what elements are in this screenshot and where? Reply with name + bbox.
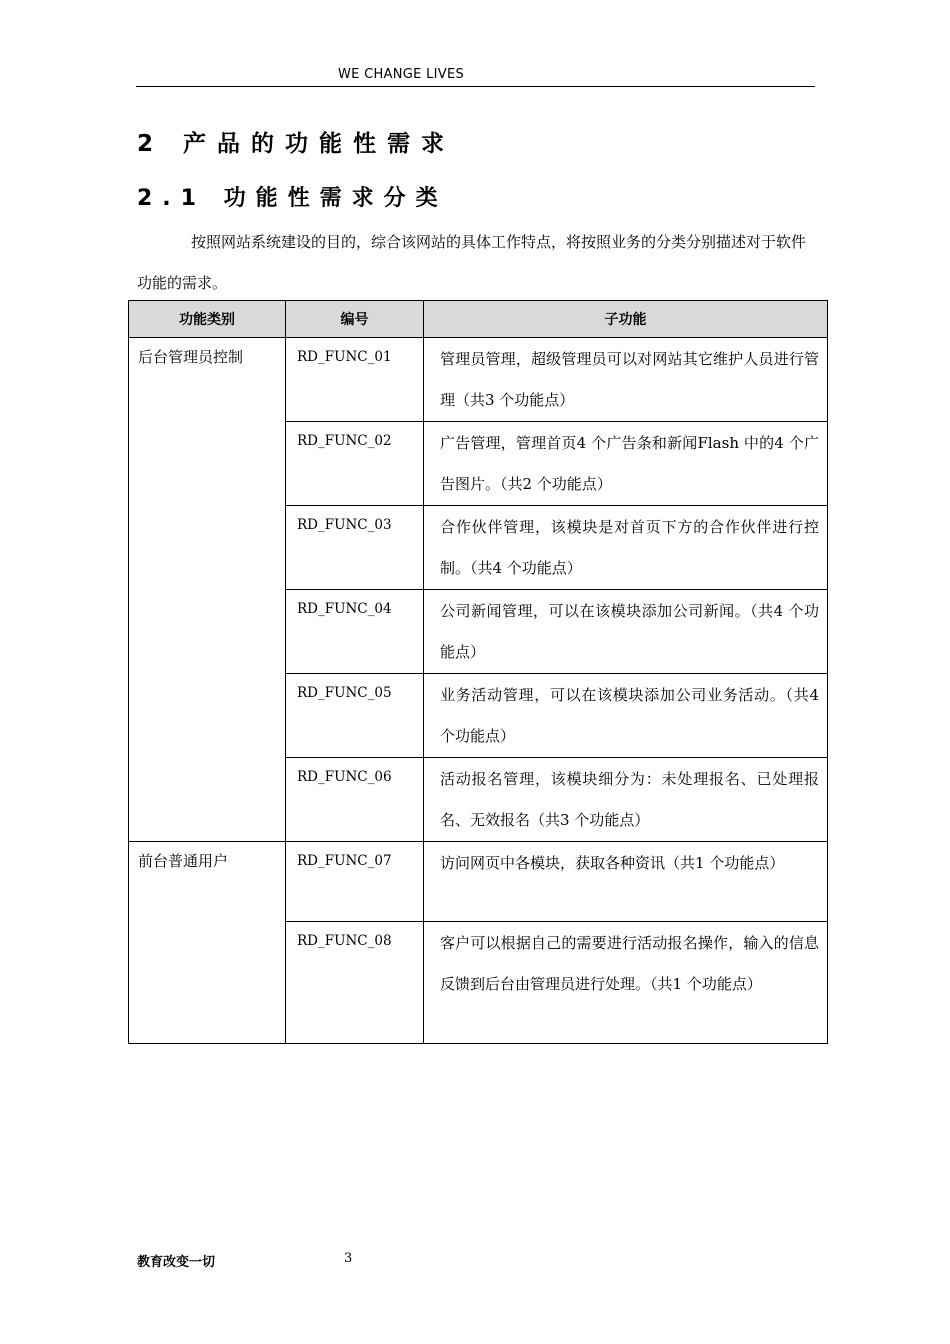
intro-paragraph: 按照网站系统建设的目的，综合该网站的具体工作特点，将按照业务的分类分别描述对于软件功能的需求。 bbox=[137, 233, 807, 292]
function-requirements-table bbox=[128, 300, 828, 1044]
table-row bbox=[129, 842, 828, 922]
header-divider bbox=[136, 86, 815, 87]
subfunction-cell: 广告管理，管理首页4 个广告条和新闻Flash 中的4 个广告图片。（共2 个功能点） bbox=[424, 422, 828, 506]
page-header-text: WE CHANGE LIVES bbox=[338, 67, 465, 82]
footer-slogan: 教育改变一切 bbox=[137, 1255, 216, 1270]
page-number: 3 bbox=[344, 1251, 353, 1266]
table-header-row bbox=[129, 301, 828, 338]
code-cell: RD_FUNC_06 bbox=[286, 758, 424, 842]
header-code: 编号 bbox=[286, 301, 424, 338]
category-cell: 后台管理员控制 bbox=[129, 338, 286, 842]
code-cell: RD_FUNC_07 bbox=[286, 842, 424, 922]
section-heading: 2 产品的功能性需求 bbox=[137, 131, 456, 157]
category-cell: 前台普通用户 bbox=[129, 842, 286, 1044]
subfunction-cell: 业务活动管理，可以在该模块添加公司业务活动。（共4 个功能点） bbox=[424, 674, 828, 758]
subfunction-cell: 管理员管理，超级管理员可以对网站其它维护人员进行管理（共3 个功能点） bbox=[424, 338, 828, 422]
table-row bbox=[129, 338, 828, 422]
subfunction-cell: 活动报名管理，该模块细分为：未处理报名、已处理报名、无效报名（共3 个功能点） bbox=[424, 758, 828, 842]
header-subfunction: 子功能 bbox=[424, 301, 828, 338]
header-category: 功能类别 bbox=[129, 301, 286, 338]
code-cell: RD_FUNC_02 bbox=[286, 422, 424, 506]
code-cell: RD_FUNC_04 bbox=[286, 590, 424, 674]
subfunction-cell: 访问网页中各模块，获取各种资讯（共1 个功能点） bbox=[424, 842, 828, 922]
code-cell: RD_FUNC_03 bbox=[286, 506, 424, 590]
subfunction-cell: 客户可以根据自己的需要进行活动报名操作，输入的信息反馈到后台由管理员进行处理。（共1 个功能点） bbox=[424, 922, 828, 1044]
subfunction-cell: 公司新闻管理，可以在该模块添加公司新闻。（共4 个功能点） bbox=[424, 590, 828, 674]
code-cell: RD_FUNC_08 bbox=[286, 922, 424, 1044]
subsection-heading: 2.1 功能性需求分类 bbox=[137, 186, 448, 211]
subfunction-cell: 合作伙伴管理，该模块是对首页下方的合作伙伴进行控制。（共4 个功能点） bbox=[424, 506, 828, 590]
code-cell: RD_FUNC_01 bbox=[286, 338, 424, 422]
code-cell: RD_FUNC_05 bbox=[286, 674, 424, 758]
